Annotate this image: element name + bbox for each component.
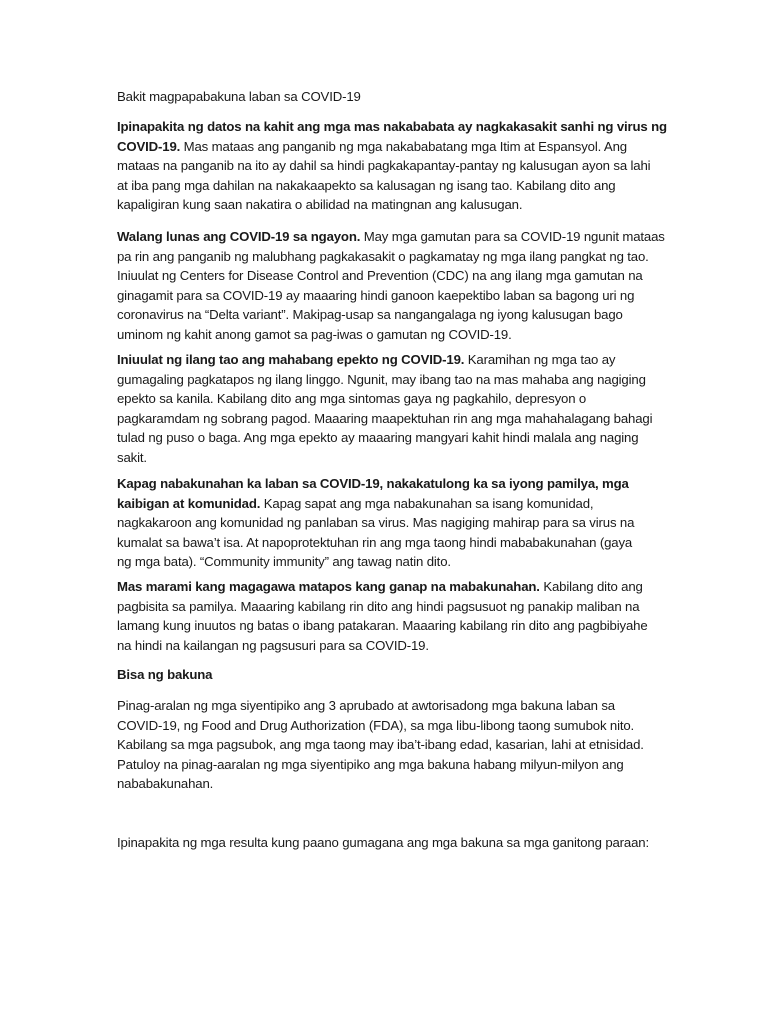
text-line [117,176,667,196]
body-text: nababakunahan. [117,776,214,792]
paragraph-results-intro [117,833,649,853]
body-text: kapaligiran kung saan nakatira o abilidad na matingnan ang kalusugan. [117,197,523,213]
document-title [117,87,361,107]
bold-text: COVID-19. [117,138,181,154]
text-line [117,389,652,409]
body-text: pagkaramdam ng sobrang pagod. Maaaring maapektuhan rin ang mga mahahalagang bahagi [117,410,653,426]
body-text: uminom ng kahit anong gamot sa pag-iwas o gamutan ng COVID-19. [117,326,512,342]
text-line [117,552,634,572]
text-line [117,350,652,370]
body-text: Karamihan ng mga tao ay [464,352,616,367]
body-text: Kabilang sa mga pagsubok, ang mga taong may iba’t-ibang edad, kasarian, lahi at etnisidad. [117,737,644,753]
paragraph-long-effects [117,350,652,468]
text-line [117,428,652,448]
text-line [117,774,644,794]
bold-text: Kapag nabakunahan ka laban sa COVID-19, nakakatulong ka sa iyong pamilya, mga [117,476,629,491]
text-line [117,156,667,176]
text-line [117,247,665,267]
text-line [117,755,644,775]
body-text: gumagaling pagkatapos ng ilang linggo. Ngunit, may ibang tao na mas mahaba ang nagiging [117,371,646,387]
body-text: ginagamit para sa COVID-19 ay maaaring hindi ganoon kaepektibo laban sa bagong uri ng [117,287,635,303]
text-line [117,227,665,247]
body-text: Iniuulat ng Centers for Disease Control and Prevention (CDC) na ang ilang mga gamutan na [117,268,643,284]
body-text: pagbisita sa pamilya. Maaaring kabilang rin dito ang hindi pagsusuot ng panakip maliban na [117,598,640,614]
text-line [117,448,652,468]
text-line [117,370,652,390]
body-text: May mga gamutan para sa COVID-19 ngunit mataas [360,229,665,244]
text-line [117,636,648,656]
body-text: Pinag-aralan ng mga siyentipiko ang 3 aprubado at awtorisadong mga bakuna laban sa [117,698,615,713]
text-line [117,195,667,215]
text-line [117,117,667,137]
text-line [117,266,665,286]
text-line [117,577,648,597]
title-text: Bakit magpapabakuna laban sa COVID-19 [117,89,361,104]
paragraph-no-cure [117,227,665,345]
paragraph-youth-risk [117,117,667,215]
text-line [117,833,649,853]
text-line [117,735,644,755]
body-text: kumalat sa bawa’t isa. At napoprotektuhan rin ang mga taong hindi mababakunahan (gaya [117,534,633,550]
body-text: COVID-19, ng Food and Drug Authorization (FDA), sa mga libu-libong taong sumubok nito. [117,717,635,733]
paragraph-vaccine-studies [117,696,644,794]
text-line [117,305,665,325]
body-text: Kapag sapat ang mga nabakunahan sa isang komunidad, [260,495,594,511]
section-heading-vaccine-efficacy [117,665,212,685]
body-text: Kabilang dito ang [539,579,643,594]
body-text: tulad ng puso o baga. Ang mga epekto ay maaaring mangyari kahit hindi malala ang naging [117,430,639,446]
body-text: at iba pang mga dahilan na nakakaapekto sa kalusagan ng isang tao. Kabilang dito ang [117,177,616,193]
body-text: nagkakaroon ang komunidad ng panlaban sa virus. Mas nagiging mahirap para sa virus na [117,515,635,531]
bold-text: Iniuulat ng ilang tao ang mahabang epekto ng COVID-19. [117,352,465,367]
text-line [117,716,644,736]
text-line [117,616,648,636]
paragraph-fully-vaccinated [117,577,648,655]
text-line [117,494,634,514]
body-text: na hindi na kailangan ng pagsusuri para sa COVID-19. [117,637,429,653]
body-text: epekto sa kanila. Kabilang dito ang mga sintomas gaya ng pagkahilo, depresyon o [117,391,587,407]
bold-text: Bisa ng bakuna [117,667,213,682]
body-text: coronavirus na “Delta variant”. Makipag-usap sa nangangalaga ng iyong kalusugan bago [117,307,623,323]
text-line [117,325,665,345]
body-text: Patuloy na pinag-aaralan ng mga siyentipiko ang mga bakuna habang milyun-milyon ang [117,756,624,772]
text-line [117,696,644,716]
body-text: mataas na panganib na ito ay dahil sa hindi pagkakapantay-pantay ng kalusugan ayon sa lahi [117,158,651,174]
text-line [117,474,634,494]
body-text: Ipinapakita ng mga resulta kung paano gumagana ang mga bakuna sa mga ganitong paraan: [117,835,649,850]
bold-text: kaibigan at komunidad. [117,495,261,511]
body-text: ng mga bata). “Community immunity” ang tawag natin dito. [117,554,451,570]
text-line [117,409,652,429]
body-text: Mas mataas ang panganib ng mga nakababatang mga Itim at Espansyol. Ang [180,138,627,154]
text-line [117,286,665,306]
bold-text: Mas marami kang magagawa matapos kang ganap na mabakunahan. [117,579,540,594]
text-line [117,597,648,617]
bold-text: Walang lunas ang COVID-19 sa ngayon. [117,229,361,244]
paragraph-community-immunity [117,474,634,572]
text-line [117,137,667,157]
bold-text: Ipinapakita ng datos na kahit ang mga mas nakababata ay nagkakasakit sanhi ng virus ng [117,119,667,134]
text-line [117,665,212,685]
text-line [117,513,634,533]
text-line [117,533,634,553]
body-text: lamang kung inuutos ng batas o ibang patakaran. Maaaring kabilang rin dito ang pagbibiyahe [117,618,648,634]
body-text: pa rin ang panganib ng malubhang pagkakasakit o pagkamatay ng mga ilang pangkat ng tao. [117,248,649,264]
body-text: sakit. [117,449,147,465]
